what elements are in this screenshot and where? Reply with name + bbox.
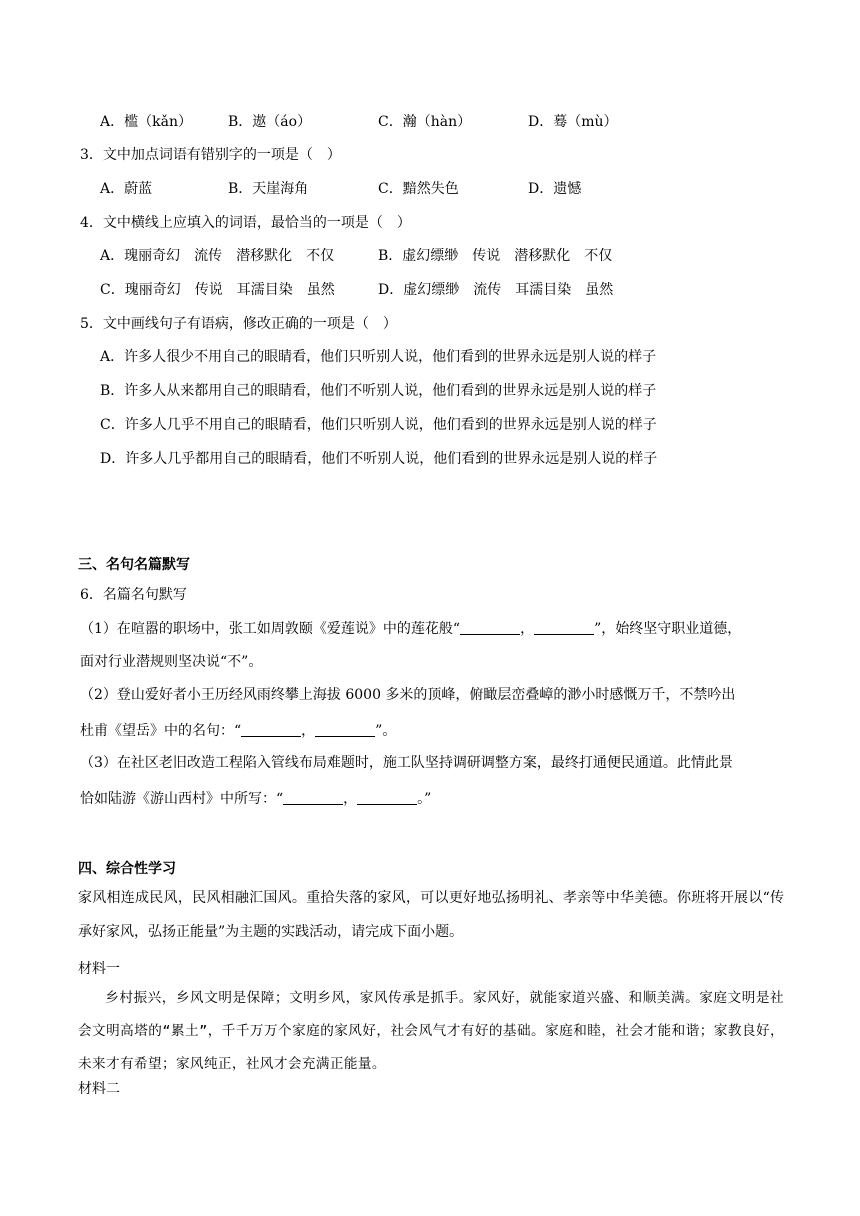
q3-stem: 3．文中加点词语有错别字的一项是（ ） bbox=[80, 147, 341, 163]
material-1-text: 乡村振兴，乡风文明是保障；文明乡风，家风传承是抓手。家风好，就能家道兴盛、和顺美满。家庭文明是社会文明高塔的“累土”，千千万万个家庭的家风好，社会风气才有好的基础。家庭和睦，社会才能和谐；家教良好，未来才有希望；家风纯正，社风才会充满正能量。 bbox=[78, 990, 784, 1072]
q6-item-2-line-1: （2）登山爱好者小王历经风雨终攀上海拔 6000 多米的顶峰，俯瞰层峦叠嶂的渺小时感慨万千，不禁吟出 bbox=[80, 687, 736, 703]
q6-stem: 6．名篇名句默写 bbox=[80, 587, 187, 603]
q2-option-d: D．蓦（mù） bbox=[528, 114, 618, 130]
q3-option-c: C．黯然失色 bbox=[378, 181, 459, 197]
q6-item-1-blank-1[interactable] bbox=[460, 620, 520, 635]
q6-item-1-text-b: ”，始终坚守职业道德， bbox=[594, 621, 742, 637]
q6-item-3-blank-1[interactable] bbox=[283, 790, 343, 805]
q4-stem: 4．文中横线上应填入的词语，最恰当的一项是（ ） bbox=[80, 215, 411, 231]
q6-item-3-text-a: 恰如陆游《游山西村》中所写：“ bbox=[80, 791, 284, 807]
q5-option-d: D．许多人几乎都用自己的眼睛看，他们不听别人说，他们看到的世界永远是别人说的样子 bbox=[100, 451, 658, 467]
q2-option-c: C．瀚（hàn） bbox=[378, 114, 472, 130]
q6-item-3-separator: ， bbox=[343, 791, 358, 807]
q5-option-a: A．许多人很少不用自己的眼睛看，他们只听别人说，他们看到的世界永远是别人说的样子 bbox=[100, 349, 657, 365]
q5-option-b: B．许多人从来都用自己的眼睛看，他们不听别人说，他们看到的世界永远是别人说的样子 bbox=[100, 383, 657, 399]
q6-item-2-line-2 bbox=[80, 722, 396, 738]
q4-option-d: D．虚幻缥缈 流传 耳濡目染 虽然 bbox=[378, 282, 614, 298]
section-4-title: 四、综合性学习 bbox=[78, 861, 176, 877]
q6-item-1-line-1 bbox=[80, 620, 741, 636]
q6-item-2-blank-2[interactable] bbox=[315, 722, 375, 737]
q6-item-2-separator: ， bbox=[301, 723, 316, 739]
q6-item-2-text-a: 杜甫《望岳》中的名句：“ bbox=[80, 723, 242, 739]
q6-item-2-text-b: ”。 bbox=[375, 723, 397, 739]
q6-item-2-blank-1[interactable] bbox=[241, 722, 301, 737]
section-4-intro: 家风相连成民风，民风相融汇国风。重拾失落的家风，可以更好地弘扬明礼、孝亲等中华美德。你班将开展以“传承好家风，弘扬正能量”为主题的实践活动，请完成下面小题。 bbox=[78, 890, 784, 940]
q3-option-a: A．蔚蓝 bbox=[100, 181, 153, 197]
q2-option-b: B．遨（áo） bbox=[228, 114, 312, 130]
q4-option-c: C．瑰丽奇幻 传说 耳濡目染 虽然 bbox=[100, 282, 335, 298]
material-2-label: 材料二 bbox=[78, 1081, 120, 1097]
q5-option-c: C．许多人几乎不用自己的眼睛看，他们只听别人说，他们看到的世界永远是别人说的样子 bbox=[100, 417, 657, 433]
q6-item-3-line-2 bbox=[80, 790, 431, 806]
material-1-label: 材料一 bbox=[78, 961, 120, 977]
q6-item-1-line-2: 面对行业潜规则坚决说“不”。 bbox=[80, 654, 263, 670]
q4-option-a: A．瑰丽奇幻 流传 潜移默化 不仅 bbox=[100, 248, 335, 264]
q6-item-1-text-a: （1）在喧嚣的职场中，张工如周敦颐《爱莲说》中的莲花般“ bbox=[80, 621, 461, 637]
q6-item-3-text-b: 。” bbox=[417, 791, 432, 807]
q4-option-b: B．虚幻缥缈 传说 潜移默化 不仅 bbox=[378, 248, 613, 264]
q6-item-3-line-1: （3）在社区老旧改造工程陷入管线布局难题时，施工队坚持调研调整方案，最终打通便民通道。此情此景 bbox=[80, 755, 733, 771]
q2-option-a: A．槛（kǎn） bbox=[100, 114, 192, 130]
q3-option-b: B．天崖海角 bbox=[228, 181, 309, 197]
q6-item-3-blank-2[interactable] bbox=[357, 790, 417, 805]
q3-option-d: D．遗憾 bbox=[528, 181, 582, 197]
q6-item-1-separator: ， bbox=[520, 621, 535, 637]
section-3-title: 三、名句名篇默写 bbox=[78, 557, 190, 573]
q5-stem: 5．文中画线句子有语病，修改正确的一项是（ ） bbox=[80, 316, 397, 332]
q6-item-1-blank-2[interactable] bbox=[534, 620, 594, 635]
